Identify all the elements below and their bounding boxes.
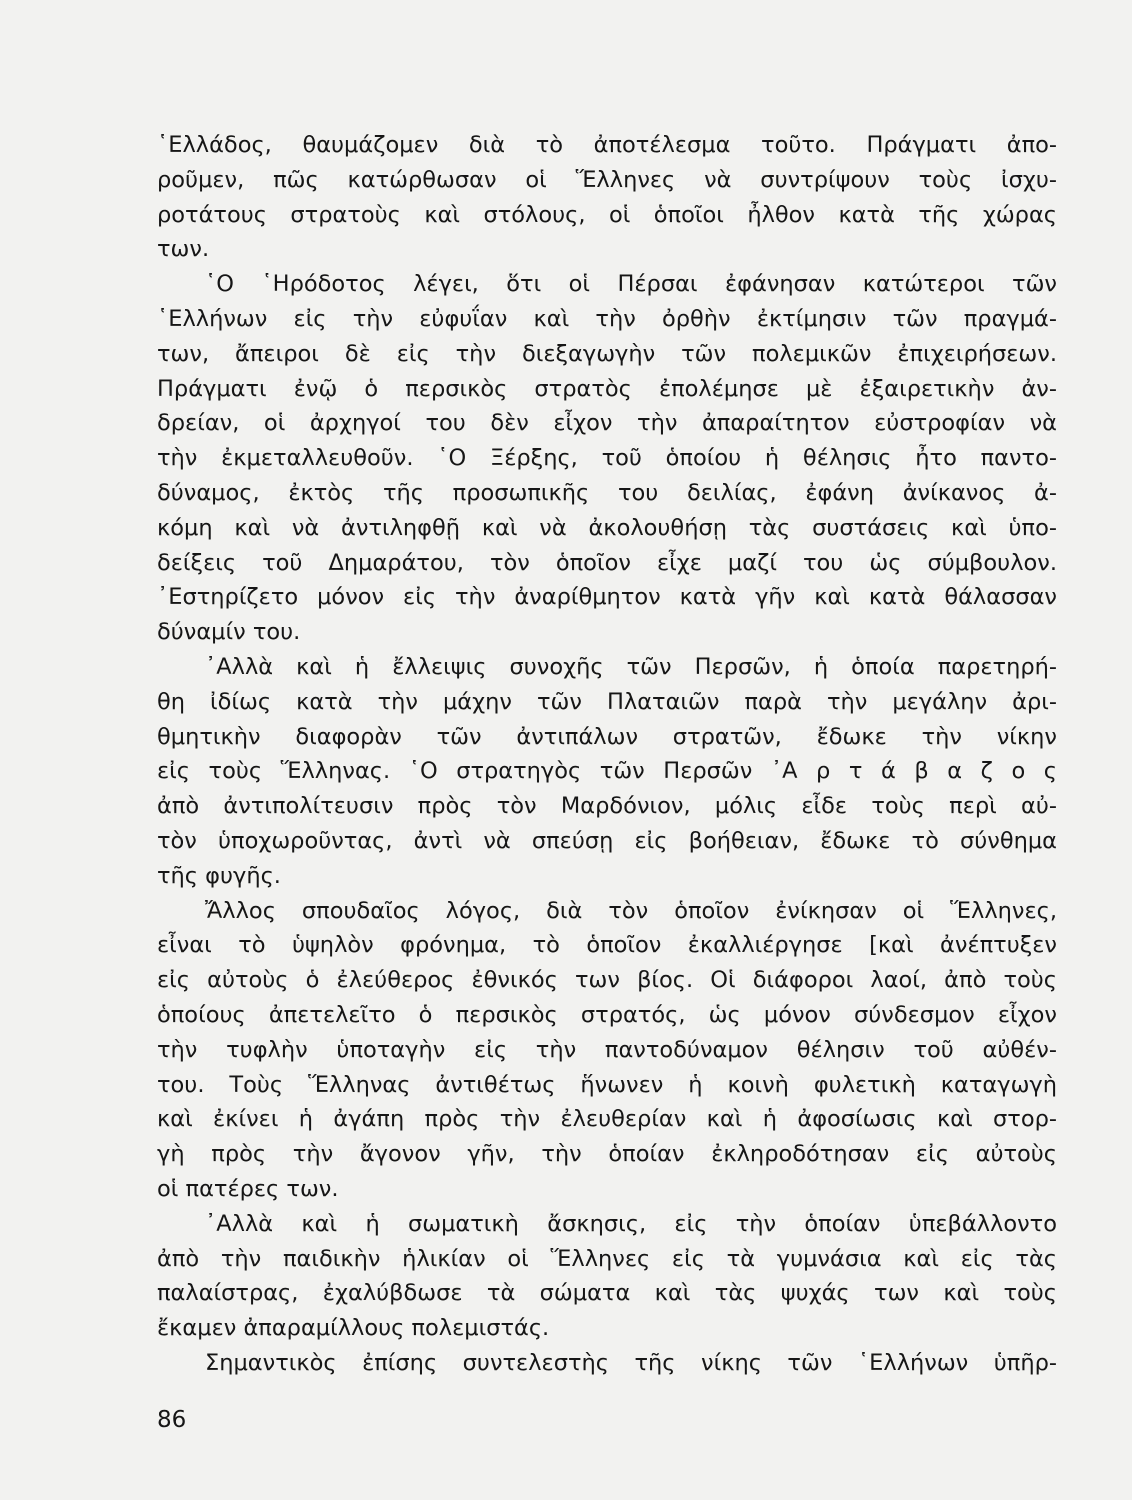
text-line: των, ἄπειροι δὲ εἰς τὴν διεξαγωγὴν τῶν πολεμικῶν ἐπιχειρήσεων.	[157, 340, 1057, 367]
body-text	[157, 128, 1057, 1381]
text-line: εἰς τοὺς Ἕλληνας. ῾Ο στρατηγὸς τῶν Περσῶν ᾿Α ρ τ ά β α ζ ο ς	[157, 758, 1057, 785]
text-line: οἱ πατέρες των.	[157, 1175, 339, 1202]
text-line: δείξεις τοῦ Δημαράτου, τὸν ὁποῖον εἶχε μαζί του ὡς σύμβουλον.	[157, 549, 1057, 576]
text-line: δρείαν, οἱ ἀρχηγοί του δὲν εἶχον τὴν ἀπαραίτητον εὐστροφίαν νὰ	[157, 410, 1057, 437]
text-line: ᾿Αλλὰ καὶ ἡ ἔλλειψις συνοχῆς τῶν Περσῶν, ἡ ὁποία παρετηρή-	[205, 653, 1057, 680]
text-line: κόμη καὶ νὰ ἀντιληφθῇ καὶ νὰ ἀκολουθήσῃ τὰς συστάσεις καὶ ὑπο-	[157, 514, 1057, 541]
text-line: ᾿Εστηρίζετο μόνον εἰς τὴν ἀναρίθμητον κατὰ γῆν καὶ κατὰ θάλασσαν	[157, 584, 1057, 611]
text-line: τὴν τυφλὴν ὑποταγὴν εἰς τὴν παντοδύναμον θέλησιν τοῦ αὐθέν-	[157, 1036, 1057, 1063]
text-line: Πράγματι ἐνῷ ὁ περσικὸς στρατὸς ἐπολέμησε μὲ ἐξαιρετικὴν ἀν-	[157, 375, 1057, 402]
text-line: ῾Ελλήνων εἰς τὴν εὐφυΐαν καὶ τὴν ὀρθὴν ἐκτίμησιν τῶν πραγμά-	[157, 305, 1057, 332]
text-line: δύναμος, ἐκτὸς τῆς προσωπικῆς του δειλίας, ἐφάνη ἀνίκανος ἀ-	[157, 479, 1057, 506]
text-line: των.	[157, 236, 210, 263]
text-line: θμητικὴν διαφορὰν τῶν ἀντιπάλων στρατῶν, ἔδωκε τὴν νίκην	[157, 723, 1057, 750]
text-line: ἀπὸ τὴν παιδικὴν ἡλικίαν οἱ Ἕλληνες εἰς τὰ γυμνάσια καὶ εἰς τὰς	[157, 1245, 1057, 1272]
text-line: ροῦμεν, πῶς κατώρθωσαν οἱ Ἕλληνες νὰ συντρίψουν τοὺς ἰσχυ-	[157, 166, 1057, 193]
text-line: θη ἰδίως κατὰ τὴν μάχην τῶν Πλαταιῶν παρὰ τὴν μεγάλην ἀρι-	[157, 688, 1057, 715]
text-line: τῆς φυγῆς.	[157, 862, 281, 889]
text-line: παλαίστρας, ἐχαλύβδωσε τὰ σώματα καὶ τὰς ψυχάς των καὶ τοὺς	[157, 1280, 1057, 1307]
text-line: εἶναι τὸ ὑψηλὸν φρόνημα, τὸ ὁποῖον ἐκαλλιέργησε [καὶ ἀνέπτυξεν	[157, 932, 1057, 959]
text-line: τὸν ὑποχωροῦντας, ἀντὶ νὰ σπεύσῃ εἰς βοήθειαν, ἔδωκε τὸ σύνθημα	[157, 827, 1057, 854]
text-line: εἰς αὐτοὺς ὁ ἐλεύθερος ἐθνικός των βίος. Οἱ διάφοροι λαοί, ἀπὸ τοὺς	[157, 967, 1057, 994]
text-line: Σημαντικὸς ἐπίσης συντελεστὴς τῆς νίκης τῶν ῾Ελλήνων ὑπῆρ-	[205, 1349, 1057, 1376]
text-line: ὁποίους ἀπετελεῖτο ὁ περσικὸς στρατός, ὡς μόνον σύνδεσμον εἶχον	[157, 1001, 1057, 1028]
text-line: του. Τοὺς Ἕλληνας ἀντιθέτως ἥνωνεν ἡ κοινὴ φυλετικὴ καταγωγὴ	[157, 1071, 1057, 1098]
text-line: ἔκαμεν ἀπαραμίλλους πολεμιστάς.	[157, 1315, 550, 1342]
text-line: Ἄλλος σπουδαῖος λόγος, διὰ τὸν ὁποῖον ἐνίκησαν οἱ Ἕλληνες,	[205, 897, 1057, 924]
text-line: ᾿Αλλὰ καὶ ἡ σωματικὴ ἄσκησις, εἰς τὴν ὁποίαν ὑπεβάλλοντο	[205, 1210, 1057, 1237]
text-line: ῾Ελλάδος, θαυμάζομεν διὰ τὸ ἀποτέλεσμα τοῦτο. Πράγματι ἀπο-	[157, 132, 1057, 158]
text-line: γὴ πρὸς τὴν ἄγονον γῆν, τὴν ὁποίαν ἐκληροδότησαν εἰς αὐτοὺς	[157, 1141, 1057, 1168]
text-line: ἀπὸ ἀντιπολίτευσιν πρὸς τὸν Μαρδόνιον, μόλις εἶδε τοὺς περὶ αὐ-	[157, 793, 1057, 820]
text-line: δύναμίν του.	[157, 619, 301, 646]
page-number: 86	[157, 1407, 187, 1433]
text-line: τὴν ἐκμεταλλευθοῦν. ῾Ο Ξέρξης, τοῦ ὁποίου ἡ θέλησις ἦτο παντο-	[157, 445, 1057, 472]
text-line: καὶ ἐκίνει ἡ ἀγάπη πρὸς τὴν ἐλευθερίαν καὶ ἡ ἀφοσίωσις καὶ στορ-	[157, 1106, 1057, 1133]
text-line: ροτάτους στρατοὺς καὶ στόλους, οἱ ὁποῖοι ἦλθον κατὰ τῆς χώρας	[157, 201, 1057, 228]
text-line: ῾Ο ῾Ηρόδοτος λέγει, ὅτι οἱ Πέρσαι ἐφάνησαν κατώτεροι τῶν	[205, 271, 1057, 298]
